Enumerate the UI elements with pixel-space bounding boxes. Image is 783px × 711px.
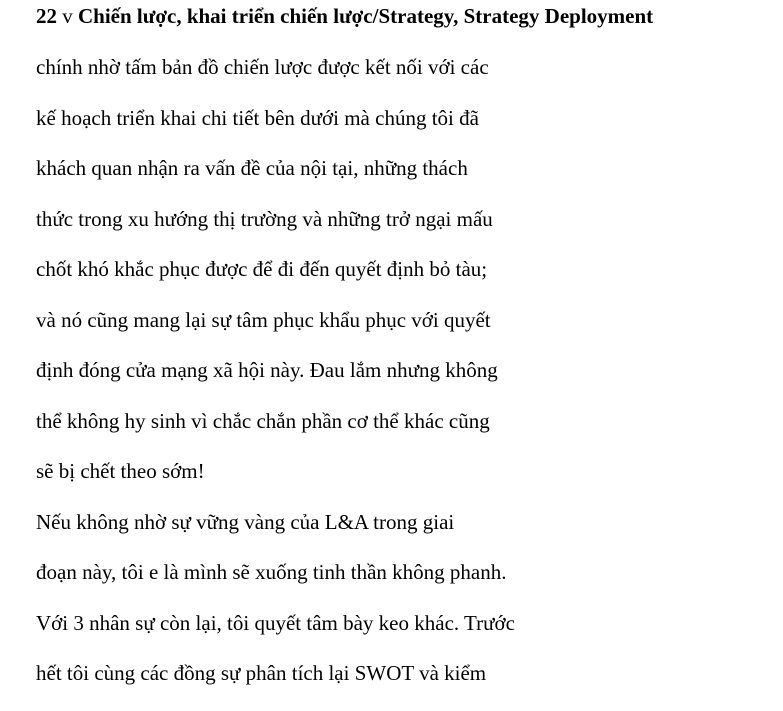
text-line: chính nhờ tấm bản đồ chiến lược được kết nối với các [36, 55, 489, 79]
text-line: Nếu không nhờ sự vững vàng của L&A trong giai [36, 509, 455, 534]
body-text [36, 54, 515, 711]
section-heading [36, 3, 653, 29]
section-title: Chiến lược, khai triển chiến lược/Strategy, Strategy Deployment [78, 4, 654, 28]
text-line: khách quan nhận ra vấn đề của nội tại, những thách [36, 156, 468, 180]
text-line: chốt khó khắc phục được để đi đến quyết định bỏ tàu; [36, 257, 488, 281]
text-line: thức trong xu hướng thị trường và những trở ngại mấu [36, 206, 493, 231]
text-line: định đóng cửa mạng xã hội này. Đau lắm nhưng không [36, 358, 498, 382]
section-number: 22 [36, 4, 57, 28]
text-line: hết tôi cùng các đồng sự phân tích lại SWOT và kiểm [36, 661, 487, 685]
text-line: sẽ bị chết theo sớm! [36, 459, 205, 483]
section-marker: v [62, 4, 73, 28]
text-line: thể không hy sinh vì chắc chắn phần cơ thể khác cũng [36, 408, 490, 433]
text-line: và nó cũng mang lại sự tâm phục khẩu phục với quyết [36, 307, 491, 332]
text-line: kế hoạch triển khai chi tiết bên dưới mà chúng tôi đã [36, 105, 479, 130]
text-line: Với 3 nhân sự còn lại, tôi quyết tâm bày keo khác. Trước [36, 610, 515, 635]
text-line: đoạn này, tôi e là mình sẽ xuống tinh thần không phanh. [36, 560, 507, 584]
